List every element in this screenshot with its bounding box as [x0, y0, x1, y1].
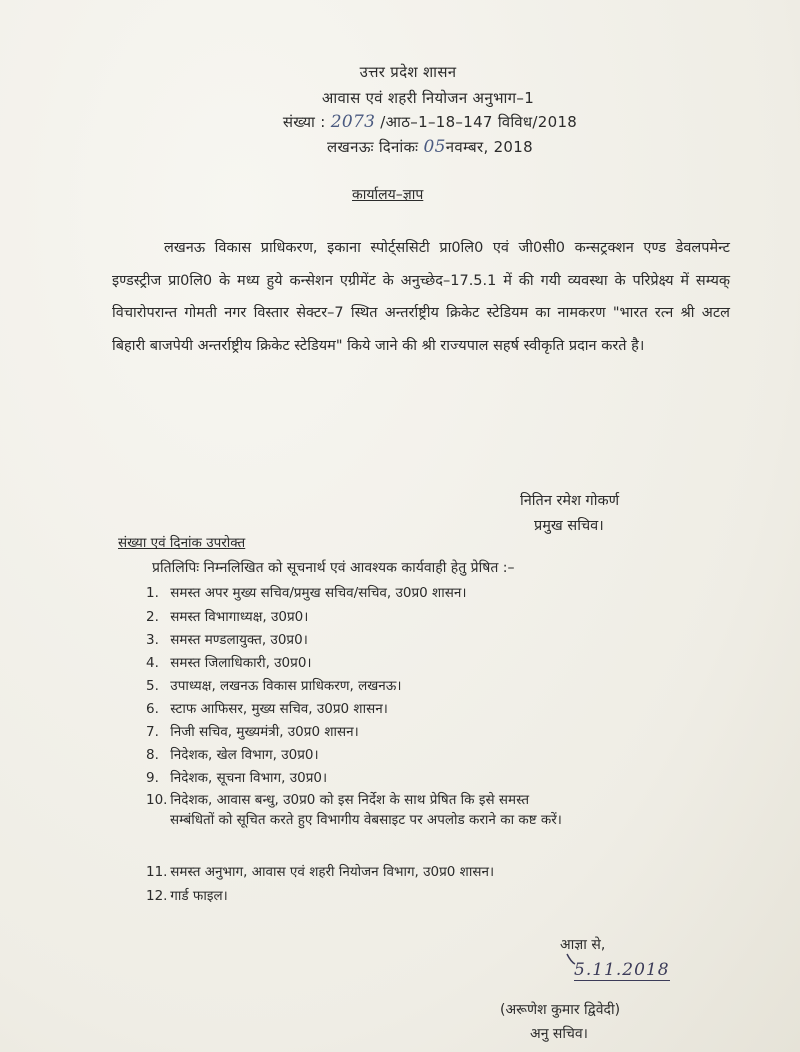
list-item: 1. समस्त अपर मुख्य सचिव/प्रमुख सचिव/सचिव, उ0प्र0 शासन। [146, 585, 467, 601]
handwritten-signature-date: 5.11.2018 [574, 960, 670, 980]
list-item: 4. समस्त जिलाधिकारी, उ0प्र0। [146, 655, 312, 671]
list-item: 5. उपाध्यक्ष, लखनऊ विकास प्राधिकरण, लखनऊ। [146, 678, 402, 694]
header-date [30, 137, 800, 157]
list-item: 7. निजी सचिव, मुख्यमंत्री, उ0प्र0 शासन। [146, 724, 359, 740]
list-item: 2. समस्त विभागाध्यक्ष, उ0प्र0। [146, 609, 309, 625]
date-prefix: लखनऊः दिनांकः [327, 138, 419, 156]
list-item: 11. समस्त अनुभाग, आवास एवं शहरी नियोजन विभाग, उ0प्र0 शासन। [146, 864, 495, 880]
document-title: कार्यालय–ज्ञाप [352, 187, 424, 203]
handwritten-date-day: 05 [423, 137, 446, 157]
body-paragraph: लखनऊ विकास प्राधिकरण, इकाना स्पोर्ट्ससिटी प्रा0लि0 एवं जी0सी0 कन्सट्रक्शन एण्ड डेवलपमेन्ट इण्डस्ट्रीज प्रा0लि0 के मध्य हुये कन्सेशन एग्रीमेंट के अनुच्छेद–17.5.1 में की गयी व्यवस्था के परिप्रेक्ष्य में सम्यक् विचारोपरान्त गोमती नगर विस्तार सेक्टर–7 स्थित अन्तर्राष्ट्रीय क्रिकेट स्टेडियम का नामकरण "भारत रत्न श्री अटल बिहारी बाजपेयी अन्तर्राष्ट्रीय क्रिकेट स्टेडियम" किये जाने की श्री राज्यपाल सहर्ष स्वीकृति प्रदान करते है। [112, 240, 730, 354]
header-reference-number [30, 112, 800, 132]
list-item: 8. निदेशक, खेल विभाग, उ0प्र0। [146, 747, 319, 763]
header-government: उत्तर प्रदेश शासन [359, 63, 457, 81]
list-item: 10. निदेशक, आवास बन्धु, उ0प्र0 को इस निर्देश के साथ प्रेषित कि इसे समस्त सम्बंधितों को सूचित करते हुए विभागीय वेबसाइट पर अपलोड कराने का कष्ट करें। [146, 792, 562, 828]
list-item: 6. स्टाफ आफिसर, मुख्य सचिव, उ0प्र0 शासन। [146, 701, 388, 717]
signatory-designation: प्रमुख सचिव। [534, 518, 604, 534]
signer-name: (अरूणेश कुमार द्विवेदी) [500, 1002, 621, 1018]
signer-designation: अनु सचिव। [530, 1026, 588, 1042]
list-item: 9. निदेशक, सूचना विभाग, उ0प्र0। [146, 770, 328, 786]
date-suffix: नवम्बर, 2018 [445, 138, 533, 156]
signatory-name: नितिन रमेश गोकर्ण [520, 493, 620, 509]
list-item: 12. गार्ड फाइल। [146, 888, 228, 904]
copy-intro: प्रतिलिपिः निम्नलिखित को सूचनार्थ एवं आवश्यक कार्यवाही हेतु प्रेषित :– [152, 560, 515, 576]
handwritten-number: 2073 [330, 112, 376, 132]
number-suffix: /आठ–1–18–147 विविध/2018 [380, 113, 578, 131]
reference-heading: संख्या एवं दिनांक उपरोक्त [118, 535, 246, 551]
list-item: 3. समस्त मण्डलायुक्त, उ0प्र0। [146, 632, 308, 648]
header-section: आवास एवं शहरी नियोजन अनुभाग–1 [321, 89, 535, 107]
number-prefix: संख्या : [282, 113, 326, 131]
by-order-label: आज्ञा से, [560, 937, 606, 953]
